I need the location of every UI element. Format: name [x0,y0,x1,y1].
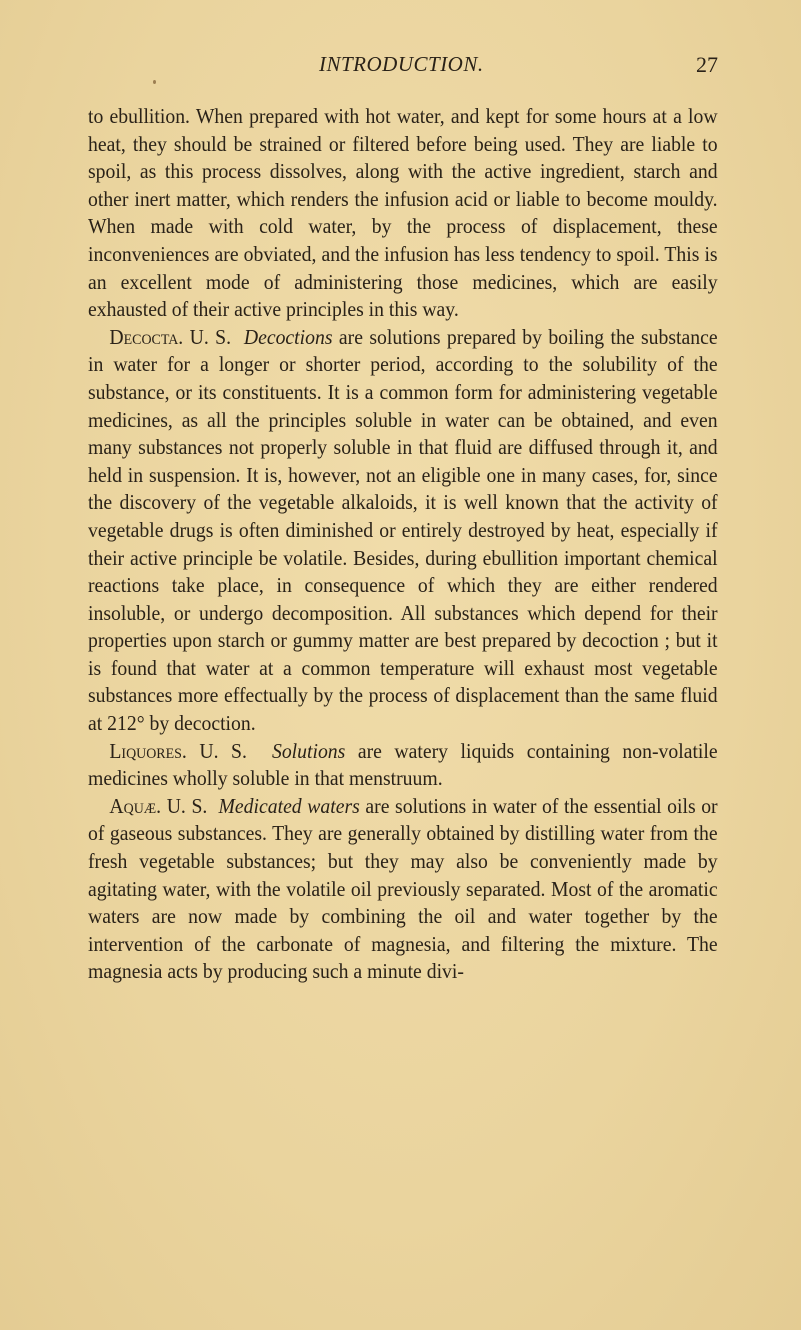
pharmacopoeia-ref: U. S. [189,324,232,349]
paragraph-text: are solutions prepared by boiling the substance in water for a longer or shorter period, according to the solubility of the substance, or its constituents. It is a common form for administering vegetable medicines, as all the principles soluble in water can be obtained, and even many substances not properly soluble in that fluid are diffused through it, and held in suspension. It is, however, not an eligible one in many cases, for, since the discovery of the vegetable alkaloids, it is well known that the activity of vegetable drugs is often diminished or entirely destroyed by heat, especially if their active principle be volatile. Besides, during ebullition important chemical reactions take place, in consequence of which they are either rendered insoluble, or undergo decomposition. All substances which depend for their properties upon starch or gummy matter are best prepared by decoction ; but it is found that water at a common temperature will exhaust most vegetable substances more effectually by the process of displacement than the same fluid at 212° by decoction. [88,324,718,736]
entry-term: Medicated waters [218,793,360,818]
chapter-title: INTRODUCTION. [319,52,484,76]
entry-term: Solutions [271,738,346,763]
page-number: 27 [696,52,718,77]
running-head [88,52,718,82]
entry-heading: Aquæ. [109,793,162,818]
paper-speck [153,80,156,84]
paragraph-decocta [88,324,718,738]
entry-term: Decoctions [243,324,333,349]
pharmacopoeia-ref: U. S. [166,793,208,818]
entry-heading: Decocta. [109,324,184,349]
paragraph-infusion-continued [88,103,718,324]
pharmacopoeia-ref: U. S. [199,738,247,763]
paragraph-aquae [88,793,718,986]
paragraph-text: are watery liquids containing non-volatile medicines wholly soluble in that menstruum. [88,738,718,791]
paragraph-text: to ebullition. When prepared with hot water, and kept for some hours at a low heat, they should be strained or filtered before being used. They are liable to spoil, as this process dissolves, along with the active ingredient, starch and other inert matter, which renders the infusion acid or liable to become mouldy. When made with cold water, by the process of displacement, these inconveniences are obviated, and the infusion has less tendency to spoil. This is an excellent mode of administering those medicines, which are easily exhausted of their active principles in this way. [88,104,718,322]
paragraph-text: are solutions in water of the essential oils or of gaseous substances. They are generally obtained by distilling water from the fresh vegetable substances; but they may also be conveniently made by agitating water, with the volatile oil previously separated. Most of the aromatic waters are now made by combining the oil and water together by the intervention of the carbonate of magnesia, and filtering the mixture. The magnesia acts by producing such a minute divi- [88,793,718,984]
entry-heading: Liquores. [109,738,187,763]
paragraph-liquores [88,738,718,793]
body-text [88,103,718,986]
